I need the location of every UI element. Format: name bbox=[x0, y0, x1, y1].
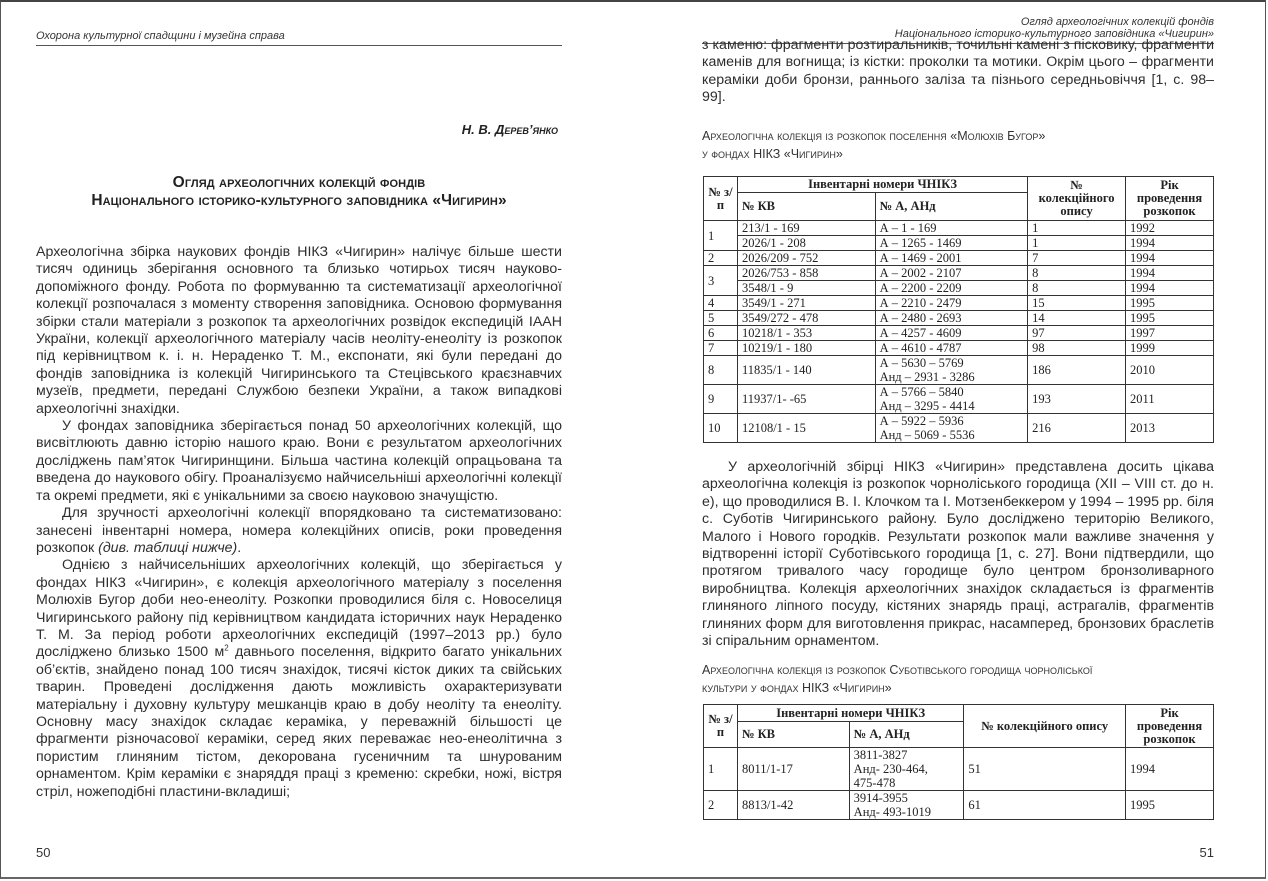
cell-a bbox=[875, 341, 1028, 356]
cell-opys: 8 bbox=[1028, 266, 1126, 281]
cell-a bbox=[849, 791, 964, 820]
cell-kv: 11835/1 - 140 bbox=[737, 356, 875, 385]
running-head-line-2: Національного історико-культурного заповідника «Чигирин» bbox=[894, 28, 1214, 40]
title-line-1: Огляд археологічних колекцій фондів bbox=[172, 174, 426, 191]
cell-num: 1 bbox=[704, 748, 738, 791]
cell-kv: 8813/1-42 bbox=[737, 791, 849, 820]
cell-a bbox=[875, 266, 1028, 281]
paragraph bbox=[36, 557, 562, 801]
table-row bbox=[704, 266, 1214, 281]
cell-a bbox=[875, 221, 1028, 236]
cell-year: 2011 bbox=[1126, 385, 1214, 414]
author-surname: Дерев’янко bbox=[495, 122, 558, 137]
cell-a-line: А – 5630 – 5769 bbox=[879, 356, 964, 370]
header-inventory-group: Інвентарні номери ЧНІКЗ bbox=[737, 705, 963, 722]
cell-kv: 3548/1 - 9 bbox=[737, 281, 875, 296]
cell-a-line: Анд – 3295 - 4414 bbox=[879, 399, 975, 413]
cell-a-line: А – 2480 - 2693 bbox=[879, 311, 962, 325]
cell-kv: 2026/753 - 858 bbox=[737, 266, 875, 281]
header-opys: № колекційного опису bbox=[964, 705, 1126, 748]
cell-year: 1994 bbox=[1126, 748, 1214, 791]
cell-year: 1994 bbox=[1126, 266, 1214, 281]
cell-kv: 3549/272 - 478 bbox=[737, 311, 875, 326]
right-body-text-top bbox=[702, 37, 1214, 107]
table-molyukhiv-buhor bbox=[703, 176, 1214, 443]
cell-opys: 186 bbox=[1028, 356, 1126, 385]
cell-a bbox=[875, 281, 1028, 296]
cell-kv: 213/1 - 169 bbox=[737, 221, 875, 236]
cell-num: 2 bbox=[704, 251, 738, 266]
right-page bbox=[702, 0, 1214, 881]
author-initials: Н. В. bbox=[461, 122, 496, 137]
cell-a-line: 3811-3827 bbox=[853, 748, 908, 762]
cell-opys: 193 bbox=[1028, 385, 1126, 414]
author bbox=[462, 122, 558, 137]
table-subotiv-horodyshche bbox=[703, 704, 1214, 820]
paragraph: У археологічній збірці НІКЗ «Чигирин» представлена досить цікава археологічна колекція із розкопок чорноліського городища (XII – VIII ст. до н. е), що проводилися В. І. Клочком та І. Мотзенбеккером у 1994 – 1995 рр. біля с. Суботів Чигиринського району. Було досліджено територію Великого, Малого і Нового городків. Результати розкопок мали важливе значення у відтворенні історії Суботівського городища [1, с. 27]. Вони підтвердили, що протягом тривалого часу городище було центром бронзоливарного виробництва. Колекція археологічних знахідок складається із фрагментів глиняного ліпного посуду, кістяних знарядь праці, астрагалів, фрагментів глиняних форм для виготовлення прикрас, насамперед, бронзових браслетів зі спіральним орнаментом. bbox=[702, 459, 1214, 650]
running-head-line-1: Огляд археологічних колекцій фондів bbox=[1020, 16, 1214, 28]
cell-year: 1995 bbox=[1126, 791, 1214, 820]
paragraph-text: Для зручності археологічні колекції впорядковано та систематизовано: занесені інвентарні номера, номера колекційних описів, роки проведення розкопок bbox=[36, 505, 562, 556]
cell-num: 2 bbox=[704, 791, 738, 820]
table-row bbox=[704, 281, 1214, 296]
cell-kv: 10218/1 - 353 bbox=[737, 326, 875, 341]
left-body-text bbox=[36, 244, 562, 801]
right-body-text-bottom bbox=[702, 459, 1214, 650]
cell-a bbox=[849, 748, 964, 791]
cell-a bbox=[875, 251, 1028, 266]
table-row bbox=[704, 251, 1214, 266]
header-kv: № КВ bbox=[737, 722, 849, 748]
table-row bbox=[704, 311, 1214, 326]
table-reference: (див. таблиці нижче) bbox=[98, 539, 238, 556]
cell-a bbox=[875, 385, 1028, 414]
cell-kv: 3549/1 - 271 bbox=[737, 296, 875, 311]
cell-a-line: А – 1265 - 1469 bbox=[879, 236, 962, 250]
table1-caption bbox=[702, 127, 1214, 163]
cell-year: 1994 bbox=[1126, 251, 1214, 266]
caption-line: у фондах НІКЗ «Чигирин» bbox=[702, 147, 843, 161]
cell-a-line: Анд – 2931 - 3286 bbox=[879, 370, 975, 384]
table1-body bbox=[704, 221, 1214, 443]
cell-kv: 2026/209 - 752 bbox=[737, 251, 875, 266]
cell-a bbox=[875, 356, 1028, 385]
cell-num: 1 bbox=[704, 221, 738, 251]
cell-a-line: А – 1469 - 2001 bbox=[879, 251, 962, 265]
cell-a-line: Анд- 230-464, bbox=[853, 762, 928, 776]
cell-opys: 1 bbox=[1028, 221, 1126, 236]
table-row bbox=[704, 385, 1214, 414]
table-row bbox=[704, 791, 1214, 820]
paragraph bbox=[36, 505, 562, 557]
cell-opys: 14 bbox=[1028, 311, 1126, 326]
cell-a-line: Анд – 5069 - 5536 bbox=[879, 428, 975, 442]
cell-a bbox=[875, 296, 1028, 311]
cell-num: 9 bbox=[704, 385, 738, 414]
cell-a-line: А – 1 - 169 bbox=[879, 221, 937, 235]
header-num: № з/п bbox=[704, 177, 738, 221]
caption-line: культури у фондах НІКЗ «Чигирин» bbox=[702, 681, 892, 695]
header-a: № А, АНд bbox=[849, 722, 964, 748]
table-row bbox=[704, 341, 1214, 356]
table2-caption bbox=[702, 661, 1214, 697]
cell-a-line: А – 2200 - 2209 bbox=[879, 281, 962, 295]
cell-kv: 10219/1 - 180 bbox=[737, 341, 875, 356]
cell-year: 1999 bbox=[1126, 341, 1214, 356]
cell-year: 1994 bbox=[1126, 236, 1214, 251]
table-row bbox=[704, 221, 1214, 236]
cell-a-line: 3914-3955 bbox=[853, 791, 908, 805]
cell-opys: 97 bbox=[1028, 326, 1126, 341]
left-page bbox=[36, 0, 562, 881]
paragraph-text: Однією з найчисельніших археологічних колекцій, що зберігається у фондах НІКЗ «Чигирин», є колекція археологічного матеріалу з поселення Молюхів Бугор доби нео-енеоліту. Розкопки проводилися біля с. Новоселиця Чигиринського району під керівництвом кандидата історичних наук Нераденко Т. М. За період роботи археологічних експедицій (1997–2013 рр.) було досліджено близько 1500 м bbox=[36, 557, 562, 661]
title-line-2: Національного історико-культурного заповідника «Чигирин» bbox=[91, 192, 507, 209]
cell-a bbox=[875, 414, 1028, 443]
paragraph-text: . bbox=[237, 539, 242, 556]
cell-a-line: А – 5922 – 5936 bbox=[879, 414, 964, 428]
cell-num: 10 bbox=[704, 414, 738, 443]
cell-num: 8 bbox=[704, 356, 738, 385]
cell-opys: 15 bbox=[1028, 296, 1126, 311]
superscript: 2 bbox=[224, 643, 229, 653]
header-num: № з/п bbox=[704, 705, 738, 748]
table-row bbox=[704, 326, 1214, 341]
cell-num: 7 bbox=[704, 341, 738, 356]
cell-year: 1995 bbox=[1126, 296, 1214, 311]
paragraph: з каменю: фрагменти розтиральників, точильні камені з пісковику, фрагменти каменів для вогнища; із кістки: проколки та мотики. Окрім цього – фрагменти кераміки доби бронзи, раннього заліза та пізнього середньовіччя [1, с. 98–99]. bbox=[702, 37, 1214, 106]
cell-a-line: 475-478 bbox=[853, 776, 896, 790]
cell-a-line: А – 4610 - 4787 bbox=[879, 341, 962, 355]
table-row bbox=[704, 414, 1214, 443]
cell-a bbox=[875, 311, 1028, 326]
cell-num: 4 bbox=[704, 296, 738, 311]
paragraph-text: давнього поселення, відкрито багато унікальних об’єктів, знайдено понад 100 тисяч знахідок, тисячі кісток диких та свійських тварин. Проведені дослідження дають можливість охарактеризувати матеріальну і духовну культуру мешканців краю в добу неоліту та енеоліту. Основну масу знахідок складає кераміка, у переважній більшості це фрагменти різночасової кераміки, серед яких переважає нео-енеолітична з пористим глиняним тістом, декорована гусеничним та шнурованим орнаментом. Крім кераміки є знаряддя праці з кременю: скребки, ножі, вістря стріл, ножеподібні пластини-вкладиші; bbox=[36, 644, 562, 800]
article-title bbox=[36, 174, 562, 210]
cell-year: 1995 bbox=[1126, 311, 1214, 326]
cell-kv: 8011/1-17 bbox=[737, 748, 849, 791]
cell-num: 3 bbox=[704, 266, 738, 296]
header-year: Рік проведення розкопок bbox=[1126, 705, 1214, 748]
cell-num: 5 bbox=[704, 311, 738, 326]
cell-year: 2013 bbox=[1126, 414, 1214, 443]
running-head-left: Охорона культурної спадщини і музейна справа bbox=[36, 30, 562, 46]
cell-opys: 216 bbox=[1028, 414, 1126, 443]
cell-a-line: А – 5766 – 5840 bbox=[879, 385, 964, 399]
cell-opys: 7 bbox=[1028, 251, 1126, 266]
header-kv: № КВ bbox=[737, 193, 875, 221]
cell-opys: 61 bbox=[964, 791, 1126, 820]
cell-year: 1994 bbox=[1126, 281, 1214, 296]
table-row bbox=[704, 748, 1214, 791]
cell-a bbox=[875, 236, 1028, 251]
header-year: Рік проведення розкопок bbox=[1126, 177, 1214, 221]
cell-kv: 11937/1- -65 bbox=[737, 385, 875, 414]
table-row bbox=[704, 356, 1214, 385]
header-a: № А, АНд bbox=[875, 193, 1028, 221]
caption-line: Археологічна колекція із розкопок поселення «Молюхів Бугор» bbox=[702, 129, 1046, 143]
cell-a-line: А – 2210 - 2479 bbox=[879, 296, 962, 310]
cell-opys: 51 bbox=[964, 748, 1126, 791]
header-opys: № колекційного опису bbox=[1028, 177, 1126, 221]
cell-opys: 1 bbox=[1028, 236, 1126, 251]
page-number-right: 51 bbox=[1199, 845, 1214, 860]
cell-a-line: А – 2002 - 2107 bbox=[879, 266, 962, 280]
cell-a bbox=[875, 326, 1028, 341]
table-row bbox=[704, 296, 1214, 311]
table2-body bbox=[704, 748, 1214, 820]
cell-num: 6 bbox=[704, 326, 738, 341]
header-inventory-group: Інвентарні номери ЧНІКЗ bbox=[737, 177, 1027, 193]
cell-kv: 2026/1 - 208 bbox=[737, 236, 875, 251]
cell-opys: 98 bbox=[1028, 341, 1126, 356]
cell-a-line: А – 4257 - 4609 bbox=[879, 326, 962, 340]
caption-line: Археологічна колекція із розкопок Суботівського городища чорноліської bbox=[702, 663, 1093, 677]
cell-year: 1997 bbox=[1126, 326, 1214, 341]
cell-year: 1992 bbox=[1126, 221, 1214, 236]
cell-kv: 12108/1 - 15 bbox=[737, 414, 875, 443]
paragraph: Археологічна збірка наукових фондів НІКЗ «Чигирин» налічує більше шести тисяч одиниць зберігання основного та близько чотирьох тисяч науково-допоміжного фонду. Робота по формуванню та систематизації археологічної колекції розпочалася з моменту створення заповідника. Основою формування збірки стали матеріали з розкопок та археологічних розвідок експедицій ІААН України, колекції археологічного матеріалу часів неоліту-енеоліту із розкопок під керівництвом к. і. н. Нераденко Т. М., експонати, які були передані до фондів заповідника із колекцій Чигиринського та Стецівського краєзнавчих музеїв, предмети, передані Службою безпеки України, а також випадкові археологічні знахідки. bbox=[36, 244, 562, 417]
cell-year: 2010 bbox=[1126, 356, 1214, 385]
table-row bbox=[704, 236, 1214, 251]
cell-a-line: Анд- 493-1019 bbox=[853, 805, 931, 819]
cell-opys: 8 bbox=[1028, 281, 1126, 296]
page-number-left: 50 bbox=[36, 845, 51, 860]
paragraph: У фондах заповідника зберігається понад 50 археологічних колекцій, що висвітлюють давню історію нашого краю. Вони є результатом археологічних досліджень пам’яток Чигиринщини. Більша частина колекцій опрацьована та введена до наукового обігу. Проаналізуємо найчисельніші археологічні колекції та окремі предмети, які є унікальними за своєю науковою значущістю. bbox=[36, 418, 562, 504]
